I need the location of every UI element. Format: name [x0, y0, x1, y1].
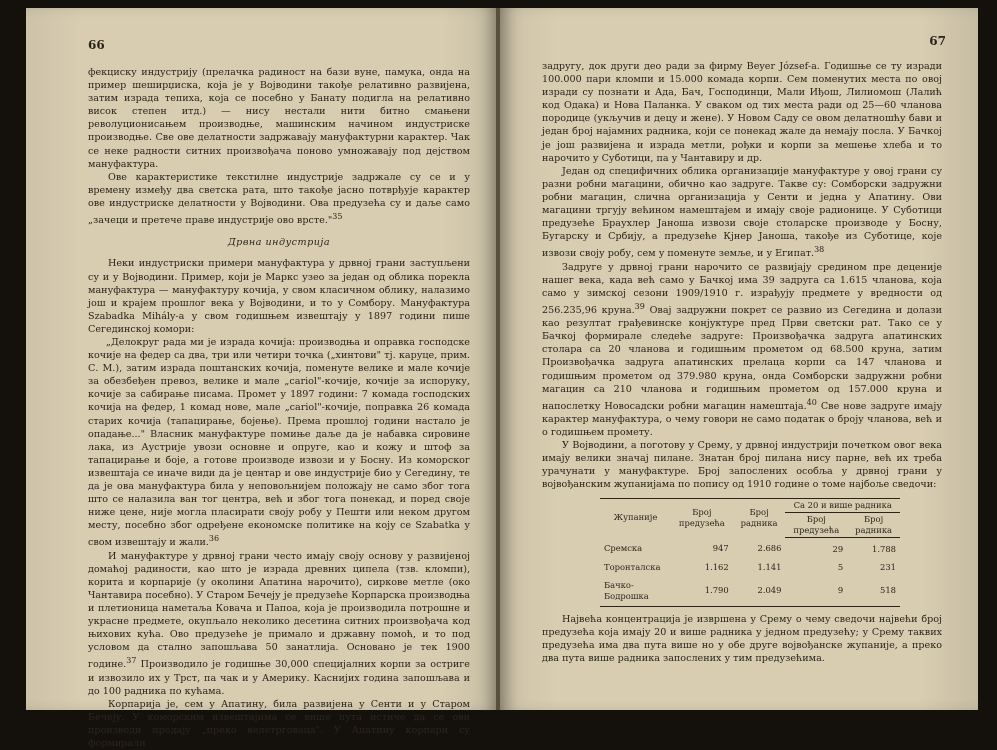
footnote-mark-35: 35 — [332, 212, 343, 222]
table-cell-enterprises: 1.790 — [671, 574, 733, 607]
employment-table — [600, 498, 900, 607]
table-cell-county: Бачко-Бодрошка — [600, 574, 671, 607]
left-quote-text: „Делокруг рада ми је израда кочија: производња и оправка господске кочије на федер са два, три или четири точка („хинтови" тј. каруце, прим. С. М.), затим израда поштанских кочија, поменуте велике и мале кочије за обезбеђен превоз, велике и мале „cariol"-кочије, кочије за испоруку, кочије за сабирање писама. Промет у 1897 години: 7 комада господских кочија на федер, 1 комад нове, мале „cariol"-кочије, поправка 26 комада старих кочија (тапацирање, бојење). Према прошлој години настало је опадање..." Власник мануфактуре помиње даље да је набавка сировине лака, из Аустрије увози основне и опруге, као и кожу и штоф за тапацирање и боје, а готове производе извози и у Босну. Из коморског извештаја се иначе види да је центар и ове индустрије био у Сегедину, те да је ова мануфактура била у неповољнијем положају не само због тога што се налазила ван тог центра, већ и због тога понекад, и поред своје ниже цене, није могла пласирати своју робу у Пешти или неком другом месту, посебно због одређене економске политике на коју се Szabatka у свом извештају и жали. — [88, 336, 470, 549]
footnote-mark-39: 39 — [634, 301, 645, 311]
table-header-group-enterprises: Број предузећа — [785, 512, 847, 537]
left-paragraph-2-text: Ове карактеристике текстилне индустрије задржале су се и у времену између два светска рата, што такође јасно потврђује карактер ове индустриске делатности у Војводини. Ова предузећа су и даље само „зачеци и претече праве индустрије ово врсте." — [88, 171, 470, 227]
left-page — [26, 8, 498, 750]
page-number-left: 66 — [88, 38, 105, 52]
table-cell-group-workers: 518 — [847, 574, 900, 607]
right-paragraph-2-text: Један од специфичних облика организације мануфактуре у овој грани су разни робни магацини, обично као задруге. Такве су: Сомборски задружни робни магацин, слична организација у Сенти и једна у Апатину. Ови магацини тргују већином намештајем и имају своје радионице. У Суботици предузеће Браухлер Јаноша извози своје столарске производе у Босну, Бугарску и Србију, а предузеће Кјнер Јаноша, такође из Суботице, које извози своју робу, сем у поменуте земље, и у Египат. — [542, 165, 942, 260]
table-header-group: Са 20 и више радника — [785, 498, 900, 512]
table-cell-enterprises: 947 — [712, 543, 729, 554]
table-cell-group-enterprises: 9 — [785, 574, 847, 607]
left-quote — [88, 336, 470, 550]
right-paragraph-3-end: Све нове задруге имају карактер мануфактура, о чему говори не само податак о броју чланова, већ и о годишњем промету. — [542, 400, 942, 439]
table-cell-group-workers: 231 — [880, 561, 896, 572]
left-paragraph-4-text: И мануфактуре у дрвној грани често имају своју основу у развијеној домаћој радиности, као што је израда древних ципела (тзв. кломпи), корита и корпарије (у околини Апатина нарочито), сиркове метле (око Чантавира посебно). У Старом Бечеју је предузеће Корпарска производња и плетионица наметаља Ковача и Папоа, која је производила потрошне и украсне предмете, окупљало неколико десетина ситних произвођача код њихових кућа. Ово предузеће је примало и државну помоћ, и то под условом да стално запошљава 50 занатлија. Основано је тек 1900 године. — [88, 550, 470, 671]
left-text-column — [88, 66, 470, 750]
table-header-group-workers: Број радника — [847, 512, 900, 537]
left-paragraph-5: Корпарија је, сем у Апатину, била развијена у Сенти и у Старом Бечеју. У коморским извештајима се више пута истиче да се ови производи продају „преко велетрговаца". У Апатину корпари су формирали — [88, 698, 470, 750]
table-row — [600, 537, 900, 556]
table-header-workers: Број радника — [733, 498, 786, 537]
right-paragraph-1: задругу, док други део ради за фирму Beyer József-а. Годишње се ту изради 100.000 пари кломпи и 15.000 комада корпи. Сем поменутих места по овој изради су познати и Ада, Бач, Господинци, Мали Иђош, Лилиомош (Лалић код Одака) и Нова Паланка. У сваком од тих места ради од 25—60 чланова породице (укључив и децу и жене). У Новом Саду се овом делатношћу бави и један број најамних радника, који се понекад жале да немају посла. У Бачкој је још развијена и израда метли, рођки и корпи за мешење хлеба и то нарочито у Суботици, па у Чантавиру и др. — [542, 61, 942, 164]
table-cell-workers: 1.141 — [757, 561, 782, 572]
page-number-right: 67 — [929, 34, 946, 48]
table-cell-county: Торонталска — [604, 561, 661, 572]
table-row — [600, 574, 900, 607]
table-header-county: Жупаније — [600, 498, 671, 537]
table-header-enterprises: Број предузећа — [671, 498, 733, 537]
left-paragraph-4 — [88, 550, 470, 698]
footnote-mark-38: 38 — [814, 245, 825, 255]
table-cell-group-workers: 1.788 — [872, 543, 896, 554]
footnote-mark-37: 37 — [126, 656, 137, 666]
right-paragraph-3-cont: Овај задружни покрет се развио из Сегедина и долази као резултат грађевинске конјуктуре пред Први светски рат. Тако се у Бачкој формирале следеће задруге: Произвођачка задруга апатинских столара са 20 чланова и годишњим прометом од 68.500 круна, затим Произвођачка задруга апатинских прелаца корпи са 147 чланова и годишњим прометом од 379.980 круна, онда Сомборски задружни робни магацин са 210 чланова и годишњим прометом од 157.000 круна и напослетку Новосадски робни магацин намештаја. — [542, 305, 942, 412]
right-paragraph-3-text: Задруге у дрвној грани нарочито се развијају средином пре деценије нашег века, када већ само у Бачкој има 39 задруга са 1.615 чланова, која само у зимској сезони 1909/1910 г. израђују предмете у вредности од 256.235,96 круна. — [542, 261, 942, 317]
right-text-column — [542, 60, 942, 665]
left-paragraph-2 — [88, 171, 470, 228]
table-cell-group-enterprises: 29 — [832, 543, 844, 554]
left-paragraph-3: Неки индустриски примери мануфактура у дрвној грани заступљени су и у Војводини. Пример, који је Маркс узео за један од облика порекла мануфактура — мануфактуру кочија, у свом класичном облику, налазимо још и крајем прошлог века у Војводини, и то у Сомбору. Мануфактура Szabadka Mihály-а у свом годишњем извештају у 1897 години пише Сегединској комори: — [88, 258, 470, 335]
right-paragraph-3 — [542, 261, 942, 440]
footnote-mark-36: 36 — [208, 534, 220, 544]
right-paragraph-2 — [542, 165, 942, 261]
section-heading: Дрвна индустрија — [227, 237, 331, 249]
right-paragraph-5: Највећа концентрација је извршена у Срему о чему сведочи највећи број предузећа која имају 20 и више радника у једном предузећу; у Срему таквих предузећа има два пута више но у обе друге војвођанске жупаније, а преко два пута више радника запослених у тим предузећима. — [542, 613, 942, 664]
footnote-mark-40: 40 — [806, 397, 817, 407]
right-paragraph-4: У Војводини, а поготову у Срему, у дрвној индустрији почетком овог века имају велики значај пилане. Знатан број пилана нису парне, већ их треба урачунати у мануфактуре. Број запослених особља у дрвној грани у војвођанским жупанијама по попису од 1910 године о томе најбоље сведочи: — [542, 440, 942, 491]
table-row — [600, 556, 900, 574]
right-page — [500, 8, 978, 710]
table-cell-county: Сремска — [604, 543, 643, 554]
table-cell-enterprises: 1.162 — [704, 561, 729, 572]
table-cell-workers: 2.686 — [757, 543, 782, 554]
left-paragraph-1: фекциску индустрију (прелачка радиност на бази вуне, памука, онда на пример шеширџиска, која је у Војводини такође релативно развијена, затим израда тепиха, која се посебно у Банату подигла на релативно висок степен итд.) — нису нестали нити битно смањени револуционисањем производње, машинским начином индустриске производње. Све ове делатности задржавају мануфактурни карактер. Чак се неке радности ситних произвођача поново умножавају под дејством мануфактура. — [88, 67, 470, 170]
left-paragraph-4-cont: Производило је годишње 30,000 специјалних корпи за остриге и извозило их у Трст, па чак и у Америку. Касниjих година запошљава и до 100 радника по кућама. — [88, 659, 470, 697]
table-cell-group-enterprises: 5 — [837, 561, 844, 572]
table-cell-workers: 2.049 — [733, 574, 786, 607]
